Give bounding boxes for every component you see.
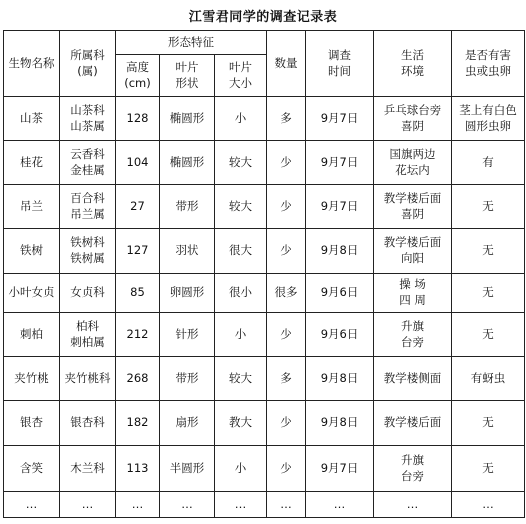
cell-family: 柏科 刺柏属	[60, 313, 116, 357]
cell-time: 9月7日	[306, 185, 374, 229]
cell-quantity: 少	[267, 446, 306, 492]
cell-time: 9月6日	[306, 313, 374, 357]
cell-family: 山茶科 山茶属	[60, 97, 116, 141]
table-row	[4, 401, 525, 446]
cell-height: 268	[116, 357, 160, 401]
cell-leaf-shape: 针形	[160, 313, 215, 357]
cell-name: 桂花	[4, 141, 60, 185]
cell-quantity: 多	[267, 357, 306, 401]
cell-time: …	[306, 492, 374, 518]
cell-time: 9月8日	[306, 357, 374, 401]
survey-record-table	[3, 30, 525, 518]
cell-name: 刺柏	[4, 313, 60, 357]
cell-family: 女贞科	[60, 274, 116, 313]
cell-name: 含笑	[4, 446, 60, 492]
table-row	[4, 446, 525, 492]
cell-quantity: 少	[267, 401, 306, 446]
cell-leaf-size: 小	[215, 97, 267, 141]
header-family: 所属科 (属)	[60, 31, 116, 97]
cell-time: 9月7日	[306, 141, 374, 185]
cell-pests: 无	[452, 229, 525, 274]
cell-height: 113	[116, 446, 160, 492]
cell-habitat: 教学楼后面	[374, 401, 452, 446]
cell-habitat: 教学楼后面 喜阴	[374, 185, 452, 229]
cell-quantity: 少	[267, 141, 306, 185]
table-row	[4, 141, 525, 185]
table-row	[4, 313, 525, 357]
header-leaf-size: 叶片 大小	[215, 55, 267, 97]
cell-pests: …	[452, 492, 525, 518]
cell-family: 铁树科 铁树属	[60, 229, 116, 274]
cell-height: 104	[116, 141, 160, 185]
cell-pests: 无	[452, 313, 525, 357]
cell-quantity: 少	[267, 185, 306, 229]
table-row	[4, 274, 525, 313]
table-row	[4, 97, 525, 141]
cell-leaf-size: …	[215, 492, 267, 518]
cell-name: 山茶	[4, 97, 60, 141]
cell-quantity: 多	[267, 97, 306, 141]
header-time: 调查 时间	[306, 31, 374, 97]
cell-height: 27	[116, 185, 160, 229]
cell-time: 9月7日	[306, 446, 374, 492]
cell-height: 182	[116, 401, 160, 446]
table-row	[4, 185, 525, 229]
cell-leaf-shape: 扇形	[160, 401, 215, 446]
cell-family: 云香科 金桂属	[60, 141, 116, 185]
cell-quantity: 少	[267, 313, 306, 357]
cell-habitat: 升旗 台旁	[374, 313, 452, 357]
cell-pests: 无	[452, 401, 525, 446]
header-height: 高度 (cm)	[116, 55, 160, 97]
cell-family: 木兰科	[60, 446, 116, 492]
cell-name: …	[4, 492, 60, 518]
cell-leaf-size: 小	[215, 446, 267, 492]
cell-name: 小叶女贞	[4, 274, 60, 313]
cell-habitat: 教学楼后面 向阳	[374, 229, 452, 274]
table-row	[4, 492, 525, 518]
cell-leaf-size: 小	[215, 313, 267, 357]
cell-habitat: 乒乓球台旁 喜阴	[374, 97, 452, 141]
cell-pests: 有	[452, 141, 525, 185]
cell-habitat: …	[374, 492, 452, 518]
cell-leaf-size: 教大	[215, 401, 267, 446]
cell-quantity: …	[267, 492, 306, 518]
table-row	[4, 229, 525, 274]
table-title: 江雪君同学的调查记录表	[188, 10, 338, 25]
cell-habitat: 操 场 四 周	[374, 274, 452, 313]
cell-leaf-size: 较大	[215, 141, 267, 185]
cell-pests: 无	[452, 274, 525, 313]
cell-family: …	[60, 492, 116, 518]
cell-leaf-shape: 半圆形	[160, 446, 215, 492]
cell-name: 吊兰	[4, 185, 60, 229]
cell-leaf-size: 很大	[215, 229, 267, 274]
table-row	[4, 357, 525, 401]
cell-time: 9月6日	[306, 274, 374, 313]
cell-leaf-shape: …	[160, 492, 215, 518]
cell-leaf-shape: 带形	[160, 357, 215, 401]
cell-leaf-shape: 带形	[160, 185, 215, 229]
cell-name: 夹竹桃	[4, 357, 60, 401]
header-habitat: 生活 环境	[374, 31, 452, 97]
cell-name: 铁树	[4, 229, 60, 274]
cell-leaf-size: 较大	[215, 185, 267, 229]
cell-pests: 茎上有白色 圆形虫卵	[452, 97, 525, 141]
cell-height: 128	[116, 97, 160, 141]
cell-name: 银杏	[4, 401, 60, 446]
cell-pests: 有蚜虫	[452, 357, 525, 401]
header-name: 生物名称	[4, 31, 60, 97]
cell-height: …	[116, 492, 160, 518]
cell-time: 9月8日	[306, 229, 374, 274]
cell-family: 夹竹桃科	[60, 357, 116, 401]
cell-height: 85	[116, 274, 160, 313]
cell-time: 9月7日	[306, 97, 374, 141]
cell-family: 银杏科	[60, 401, 116, 446]
cell-leaf-shape: 椭圆形	[160, 97, 215, 141]
cell-family: 百合科 吊兰属	[60, 185, 116, 229]
table-body	[4, 97, 525, 518]
cell-height: 127	[116, 229, 160, 274]
header-quantity: 数量	[267, 31, 306, 97]
cell-leaf-size: 很小	[215, 274, 267, 313]
cell-pests: 无	[452, 185, 525, 229]
cell-habitat: 教学楼侧面	[374, 357, 452, 401]
header-pests: 是否有害 虫或虫卵	[452, 31, 525, 97]
cell-time: 9月8日	[306, 401, 374, 446]
cell-quantity: 很多	[267, 274, 306, 313]
cell-leaf-shape: 卵圆形	[160, 274, 215, 313]
cell-habitat: 升旗 台旁	[374, 446, 452, 492]
header-morphology: 形态特征	[116, 31, 267, 55]
header-leaf-shape: 叶片 形状	[160, 55, 215, 97]
cell-leaf-shape: 椭圆形	[160, 141, 215, 185]
cell-leaf-size: 较大	[215, 357, 267, 401]
cell-habitat: 国旗两边 花坛内	[374, 141, 452, 185]
cell-height: 212	[116, 313, 160, 357]
cell-pests: 无	[452, 446, 525, 492]
cell-leaf-shape: 羽状	[160, 229, 215, 274]
cell-quantity: 少	[267, 229, 306, 274]
